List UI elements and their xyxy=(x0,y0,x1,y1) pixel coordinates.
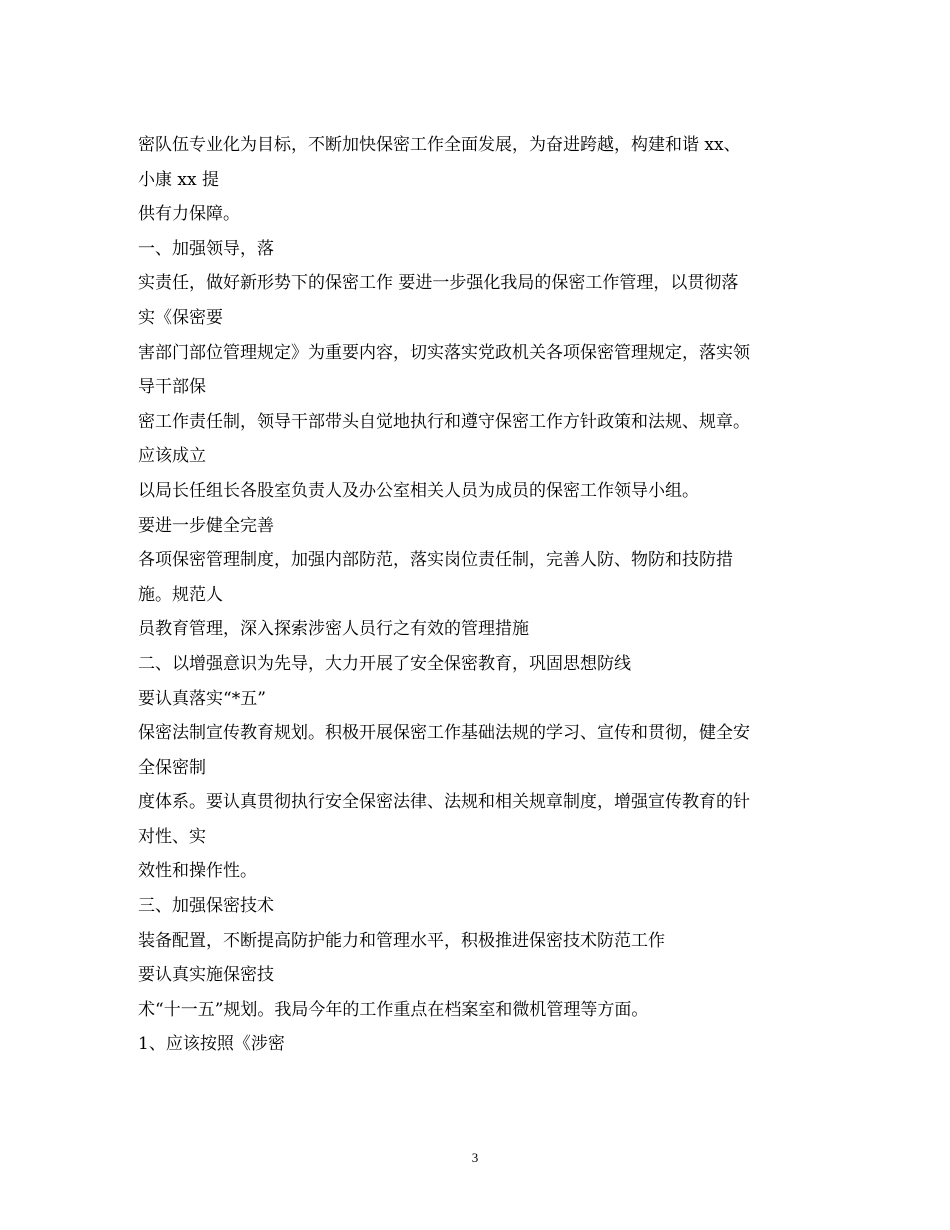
text-line: 供有力保障。 xyxy=(138,204,240,225)
text-line: 全保密制 xyxy=(138,757,206,778)
document-body xyxy=(138,128,818,1062)
text-line: 实责任，做好新形势下的保密工作 要进一步强化我局的保密工作管理，以贯彻落 xyxy=(138,273,739,294)
text-line: 术“十一五”规划。我局今年的工作重点在档案室和微机管理等方面。 xyxy=(138,999,649,1020)
text-line: 导干部保 xyxy=(138,377,206,398)
text-line: 实《保密要 xyxy=(138,307,223,328)
text-line: 小康 xx 提 xyxy=(138,169,219,190)
text-line: 以局长任组长各股室负责人及办公室相关人员为成员的保密工作领导小组。 xyxy=(138,480,699,501)
text-line: 施。规范人 xyxy=(138,584,223,605)
text-line: 要进一步健全完善 xyxy=(138,515,274,536)
page-number: 3 xyxy=(471,1150,479,1165)
text-line: 效性和操作性。 xyxy=(138,861,257,882)
text-line: 装备配置，不断提高防护能力和管理水平，积极推进保密技术防范工作 xyxy=(138,930,665,951)
text-line: 密工作责任制，领导干部带头自觉地执行和遵守保密工作方针政策和法规、规章。 xyxy=(138,411,750,432)
text-line: 三、加强保密技术 xyxy=(138,896,274,917)
text-line: 员教育管理，深入探索涉密人员行之有效的管理措施 xyxy=(138,619,529,640)
text-line: 应该成立 xyxy=(138,446,206,467)
text-line: 对性、实 xyxy=(138,826,206,847)
text-line: 一、加强领导，落 xyxy=(138,238,274,259)
text-line: 密队伍专业化为目标，不断加快保密工作全面发展，为奋进跨越，构建和谐 xx、 xyxy=(138,135,741,155)
text-line: 二、以增强意识为先导，大力开展了安全保密教育，巩固思想防线 xyxy=(138,653,631,674)
text-line: 1、应该按照《涉密 xyxy=(138,1034,285,1055)
text-line: 保密法制宣传教育规划。积极开展保密工作基础法规的学习、宣传和贯彻，健全安 xyxy=(138,723,750,744)
text-line: 各项保密管理制度，加强内部防范，落实岗位责任制，完善人防、物防和技防措 xyxy=(138,550,733,571)
text-line: 要认真实施保密技 xyxy=(138,965,274,986)
text-line: 害部门部位管理规定》为重要内容，切实落实党政机关各项保密管理规定，落实领 xyxy=(138,342,750,363)
text-line: 度体系。要认真贯彻执行安全保密法律、法规和相关规章制度，增强宣传教育的针 xyxy=(138,792,750,813)
text-line: 要认真落实“*五” xyxy=(138,688,266,709)
